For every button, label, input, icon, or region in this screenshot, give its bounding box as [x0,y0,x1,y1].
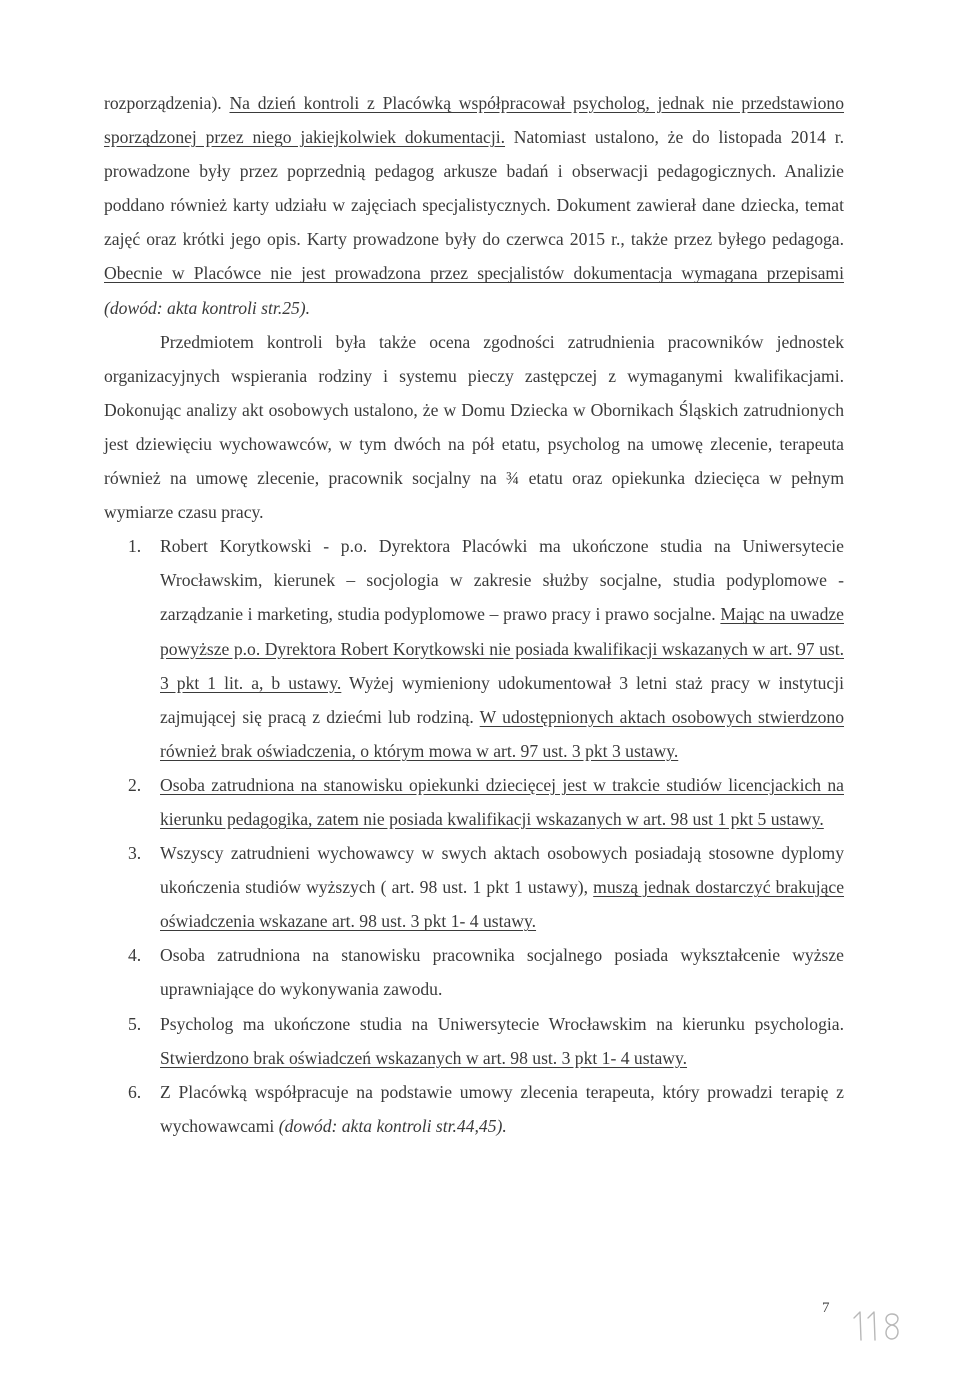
underlined-finding: Stwierdzono brak oświadczeń wskazanych w art. 98 ust. 3 pkt 1- 4 ustawy. [160,1047,688,1068]
list-item [104,768,844,836]
list-number: 5. [128,1013,142,1034]
list-item [104,1075,844,1143]
evidence-reference: (dowód: akta kontroli str.44,45). [278,1115,507,1136]
text-run: Wyżej wymieniony udokumentował 3 letni staż pracy w instytucji zajmującej się pracą z dziećmi lub rodziną. [160,672,844,727]
text-run: Z Placówką współpracuje na podstawie umowy zlecenia terapeuta, który prowadzi terapię z wychowawcami [160,1081,844,1136]
underlined-finding: W udostępnionych aktach osobowych stwierdzono również brak oświadczenia, o którym mowa w art. 97 ust. 3 pkt 3 ustawy. [160,706,845,761]
document-body [104,86,844,1143]
list-item [104,1007,844,1075]
text-run: Osoba zatrudniona na stanowisku pracownika socjalnego posiada wykształcenie wyższe uprawniające do wykonywania zawodu. [160,945,844,1000]
list-number: 6. [128,1081,142,1102]
list-number: 3. [128,843,142,864]
list-number: 1. [128,536,142,557]
underlined-finding: Mając na uwadze powyższe p.o. Dyrektora Robert Korytkowski nie posiada kwalifikacji wskazanych w art. 97 ust. 3 pkt 1 lit. a, b ustawy. [160,604,844,693]
list-item [104,529,844,768]
paragraph-psychologist-documentation [104,86,844,325]
list-item [104,938,844,1006]
list-item [104,836,844,938]
findings-list [104,529,844,1143]
text-run: Natomiast ustalono, że do listopada 2014 r. prowadzone były przez poprzednią pedagog arkusze badań i obserwacji pedagogicznych. Analizie poddano również karty udziału w zajęciach specjalistycznych. Dokument zawierał dane dziecka, temat zajęć oraz krótki jego opis. Karty prowadzone były do czerwca 2015 r., także przez byłego pedagoga. [104,127,844,250]
page-number: 7 [822,1300,830,1316]
text-run: Robert Korytkowski - p.o. Dyrektora Placówki ma ukończone studia na Uniwersytecie Wrocławskim, kierunek – socjologia w zakresie służby socjalne, studia podyplomowe - zarządzanie i marketing, studia podyplomowe – prawo pracy i prawo socjalne. [160,536,844,625]
underlined-finding: Obecnie w Placówce nie jest prowadzona przez specjalistów dokumentacja wymagana przepisami [104,263,844,284]
underlined-finding: Osoba zatrudniona na stanowisku opiekunki dziecięcej jest w trakcie studiów licencjackich na kierunku pedagogika, zatem nie posiada kwalifikacji wskazanych w art. 98 ust 1 pkt 5 ustawy. [160,774,844,829]
list-number: 2. [128,774,142,795]
text-run: rozporządzenia). [104,93,230,113]
text-run: Wszyscy zatrudnieni wychowawcy w swych aktach osobowych posiadają stosowne dyplomy ukończenia studiów wyższych ( art. 98 ust. 1 pkt 1 ustawy), [160,843,844,898]
paragraph-employment-qualifications: Przedmiotem kontroli była także ocena zgodności zatrudnienia pracowników jednostek organizacyjnych wspierania rodziny i systemu pieczy zastępczej z wymaganymi kwalifikacjami. Dokonując analizy akt osobowych ustalono, że w Domu Dziecka w Obornikach Śląskich zatrudnionych jest dziewięciu wychowawców, w tym dwóch na pół etatu, psycholog na umowę zlecenie, terapeuta również na umowę zlecenie, pracownik socjalny na ¾ etatu oraz opiekunka dziecięca w pełnym wymiarze czasu pracy. [104,331,844,523]
underlined-finding: muszą jednak dostarczyć brakujące oświadczenia wskazane art. 98 ust. 3 pkt 1- 4 ustawy. [160,877,845,932]
handwritten-folio-number [848,1306,918,1346]
underlined-finding: Na dzień kontroli z Placówką współpracował psycholog, jednak nie przedstawiono sporządzonej przez niego jakiejkolwiek dokumentacji. [104,93,845,148]
evidence-reference: (dowód: akta kontroli str.25). [104,297,311,318]
list-number: 4. [128,945,142,966]
text-run: Psycholog ma ukończone studia na Uniwersytecie Wrocławskim na kierunku psychologia. [160,1013,844,1034]
